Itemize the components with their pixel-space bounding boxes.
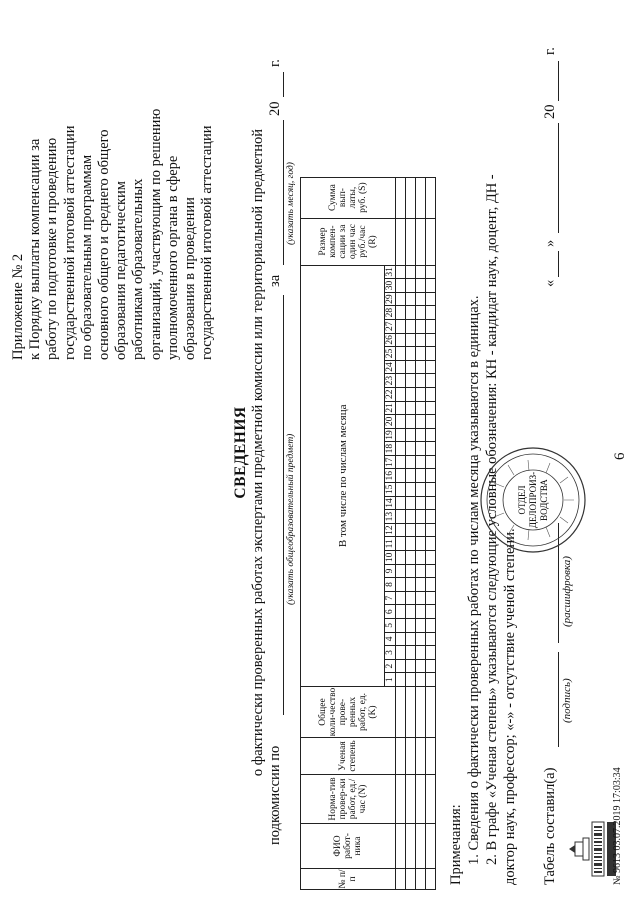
- header-by-days: В том числе по числам месяца: [301, 265, 385, 686]
- table-cell: [406, 306, 416, 320]
- table-cell: [406, 218, 416, 265]
- table-cell: [426, 374, 436, 388]
- day-header-1: 1: [385, 673, 396, 687]
- header-sum: Сумма вып-латы, руб. (S): [301, 177, 396, 218]
- period-hint: (указать месяц, год): [286, 162, 296, 245]
- date-close-quote: »: [542, 239, 558, 247]
- day-header-26: 26: [385, 333, 396, 347]
- table-cell: [396, 551, 406, 565]
- table-cell: [396, 177, 406, 218]
- table-cell: [396, 632, 406, 646]
- table-cell: [406, 292, 416, 306]
- table-cell: [396, 564, 406, 578]
- table-cell: [396, 265, 406, 279]
- day-header-29: 29: [385, 292, 396, 306]
- table-cell: [396, 659, 406, 673]
- note-item: 1. Сведения о фактически проверенных работах по числам месяца указываются в единицах.: [466, 295, 482, 865]
- table-cell: [426, 578, 436, 592]
- table-cell: [416, 687, 426, 738]
- table-cell: [416, 551, 426, 565]
- table-cell: [396, 360, 406, 374]
- table-cell: [396, 387, 406, 401]
- appendix-line: образования в проведении: [182, 197, 199, 360]
- day-header-2: 2: [385, 659, 396, 673]
- day-header-16: 16: [385, 469, 396, 483]
- table-row: [416, 177, 426, 889]
- table-cell: [416, 619, 426, 633]
- table-cell: [426, 347, 436, 361]
- decode-hint: (расшифровка): [561, 556, 573, 627]
- table-row: [406, 177, 416, 889]
- table-cell: [426, 510, 436, 524]
- day-header-19: 19: [385, 428, 396, 442]
- table-cell: [416, 673, 426, 687]
- table-cell: [426, 646, 436, 660]
- date-year-prefix: 20: [542, 104, 558, 119]
- table-cell: [416, 578, 426, 592]
- table-cell: [426, 632, 436, 646]
- table-cell: [416, 496, 426, 510]
- table-cell: [426, 415, 436, 429]
- table-cell: [406, 537, 416, 551]
- table-cell: [426, 687, 436, 738]
- day-header-3: 3: [385, 646, 396, 660]
- table-cell: [416, 455, 426, 469]
- table-cell: [396, 591, 406, 605]
- table-cell: [416, 605, 426, 619]
- table-cell: [426, 673, 436, 687]
- table-cell: [396, 578, 406, 592]
- table-cell: [416, 177, 426, 218]
- period-za: за: [267, 274, 283, 287]
- period-underline: [283, 120, 284, 265]
- day-header-15: 15: [385, 483, 396, 497]
- table-cell: [396, 824, 406, 869]
- official-stamp: [478, 445, 588, 555]
- table-cell: [416, 869, 426, 890]
- table-cell: [416, 360, 426, 374]
- day-header-12: 12: [385, 523, 396, 537]
- table-cell: [396, 619, 406, 633]
- table-cell: [416, 442, 426, 456]
- table-cell: [406, 333, 416, 347]
- day-header-23: 23: [385, 374, 396, 388]
- year-suffix: г.: [267, 59, 283, 67]
- table-cell: [396, 523, 406, 537]
- table-cell: [396, 306, 406, 320]
- table-cell: [426, 738, 436, 775]
- table-cell: [406, 360, 416, 374]
- table-cell: [406, 523, 416, 537]
- table-cell: [406, 673, 416, 687]
- table-cell: [396, 537, 406, 551]
- table-cell: [406, 591, 416, 605]
- table-cell: [416, 483, 426, 497]
- table-cell: [416, 632, 426, 646]
- day-header-13: 13: [385, 510, 396, 524]
- table-cell: [426, 455, 436, 469]
- day-header-27: 27: [385, 319, 396, 333]
- table-cell: [426, 775, 436, 824]
- table-cell: [416, 415, 426, 429]
- table-cell: [426, 442, 436, 456]
- table-cell: [396, 428, 406, 442]
- document-title: СВЕДЕНИЯ: [232, 406, 249, 499]
- table-cell: [396, 483, 406, 497]
- table-cell: [406, 469, 416, 483]
- appendix-line: государственной итоговой аттестации: [61, 125, 78, 360]
- table-cell: [396, 319, 406, 333]
- table-cell: [426, 591, 436, 605]
- table-cell: [406, 619, 416, 633]
- table-cell: [426, 401, 436, 415]
- date-month-underline: [558, 123, 559, 233]
- data-table: [300, 177, 436, 890]
- table-cell: [396, 775, 406, 824]
- header-total: Общее коли-чество прове-ренных работ, ед. (K): [301, 687, 396, 738]
- registration-footer: № 9613 03.07.2019 17:03:34: [612, 767, 623, 885]
- table-cell: [416, 279, 426, 293]
- day-header-5: 5: [385, 619, 396, 633]
- table-cell: [426, 177, 436, 218]
- day-header-7: 7: [385, 591, 396, 605]
- table-cell: [406, 687, 416, 738]
- table-cell: [396, 738, 406, 775]
- table-cell: [406, 387, 416, 401]
- document-subtitle: о фактически проверенных работах экспертами предметной комиссии или территориальной предметной: [250, 128, 266, 777]
- table-cell: [406, 374, 416, 388]
- date-open-quote: «: [542, 279, 558, 287]
- day-header-21: 21: [385, 401, 396, 415]
- day-header-6: 6: [385, 605, 396, 619]
- table-cell: [416, 738, 426, 775]
- table-cell: [406, 869, 416, 890]
- table-cell: [396, 673, 406, 687]
- appendix-line: организаций, участвующим по решению: [147, 108, 164, 360]
- table-cell: [406, 428, 416, 442]
- header-fio: ФИО работ-ника: [301, 824, 396, 869]
- day-header-4: 4: [385, 632, 396, 646]
- table-cell: [396, 374, 406, 388]
- table-cell: [396, 510, 406, 524]
- table-cell: [406, 510, 416, 524]
- day-header-11: 11: [385, 537, 396, 551]
- table-cell: [426, 292, 436, 306]
- notes-heading: Примечания:: [448, 804, 464, 885]
- table-cell: [416, 374, 426, 388]
- table-cell: [406, 632, 416, 646]
- appendix-line: государственной итоговой аттестации: [199, 125, 216, 360]
- appendix-line: работникам образовательных: [130, 178, 147, 360]
- day-header-25: 25: [385, 347, 396, 361]
- table-cell: [416, 265, 426, 279]
- day-header-10: 10: [385, 551, 396, 565]
- table-cell: [426, 824, 436, 869]
- table-cell: [396, 218, 406, 265]
- table-cell: [416, 387, 426, 401]
- table-cell: [406, 455, 416, 469]
- table-cell: [426, 218, 436, 265]
- appendix-line: к Порядку выплаты компенсации за: [27, 138, 44, 360]
- table-cell: [396, 455, 406, 469]
- date-year-suffix: г.: [542, 47, 558, 55]
- table-cell: [406, 496, 416, 510]
- table-cell: [396, 333, 406, 347]
- day-header-18: 18: [385, 442, 396, 456]
- day-header-17: 17: [385, 455, 396, 469]
- note-item: доктор наук, профессор; «-» - отсутствие ученой степени.: [502, 528, 518, 885]
- appendix-line: по образовательным программам: [78, 154, 95, 360]
- appendix-line: работу по подготовке и проведению: [44, 137, 61, 360]
- subject-line: [267, 746, 284, 845]
- table-cell: [426, 483, 436, 497]
- table-cell: [406, 265, 416, 279]
- table-cell: [406, 605, 416, 619]
- table-cell: [396, 687, 406, 738]
- appendix-line: уполномоченного органа в сфере: [164, 155, 181, 360]
- header-degree: Ученая степень: [301, 738, 396, 775]
- table-row: [426, 177, 436, 889]
- stamp-line: ОТДЕЛ: [517, 485, 527, 515]
- day-header-9: 9: [385, 564, 396, 578]
- table-cell: [406, 551, 416, 565]
- table-cell: [426, 551, 436, 565]
- table-cell: [426, 869, 436, 890]
- day-header-31: 31: [385, 265, 396, 279]
- stamp-line: ВОДСТВА: [539, 479, 549, 521]
- header-rate: Размер компен-сации за один час руб./час (R): [301, 218, 396, 265]
- signature-hint: (подпись): [561, 678, 573, 723]
- table-cell: [426, 319, 436, 333]
- table-cell: [406, 824, 416, 869]
- table-cell: [406, 646, 416, 660]
- day-header-14: 14: [385, 496, 396, 510]
- table-cell: [406, 319, 416, 333]
- table-cell: [426, 306, 436, 320]
- date-day-underline: [558, 251, 559, 277]
- table-row: [396, 177, 406, 889]
- table-cell: [396, 869, 406, 890]
- table-cell: [416, 319, 426, 333]
- table-cell: [396, 292, 406, 306]
- table-cell: [406, 483, 416, 497]
- table-cell: [416, 537, 426, 551]
- table-cell: [396, 347, 406, 361]
- table-cell: [396, 646, 406, 660]
- year-prefix: 20: [267, 101, 283, 116]
- table-cell: [426, 496, 436, 510]
- table-cell: [426, 619, 436, 633]
- table-cell: [426, 537, 436, 551]
- table-cell: [416, 591, 426, 605]
- table-cell: [416, 824, 426, 869]
- table-cell: [406, 347, 416, 361]
- day-header-8: 8: [385, 578, 396, 592]
- table-cell: [406, 401, 416, 415]
- table-cell: [426, 523, 436, 537]
- year-underline: [283, 72, 284, 97]
- table-cell: [416, 659, 426, 673]
- appendix-heading: Приложение № 2: [10, 253, 26, 360]
- table-cell: [416, 218, 426, 265]
- table-cell: [396, 401, 406, 415]
- table-cell: [416, 333, 426, 347]
- table-cell: [426, 428, 436, 442]
- table-cell: [396, 605, 406, 619]
- subject-underline: [283, 295, 284, 715]
- table-cell: [426, 387, 436, 401]
- table-cell: [416, 510, 426, 524]
- table-cell: [416, 347, 426, 361]
- date-year-underline: [558, 61, 559, 101]
- day-header-24: 24: [385, 360, 396, 374]
- table-cell: [416, 306, 426, 320]
- table-cell: [426, 333, 436, 347]
- table-cell: [406, 442, 416, 456]
- subject-hint: (указать общеобразовательный предмет): [286, 433, 296, 605]
- table-cell: [426, 564, 436, 578]
- stamp-line: ДЕЛОПРОИЗ-: [528, 471, 538, 529]
- table-cell: [396, 415, 406, 429]
- table-cell: [426, 659, 436, 673]
- appendix-line: образования педагогическим: [113, 181, 130, 360]
- day-header-28: 28: [385, 306, 396, 320]
- table-cell: [406, 738, 416, 775]
- signature-underline: [558, 652, 559, 747]
- day-header-30: 30: [385, 279, 396, 293]
- table-cell: [406, 659, 416, 673]
- table-cell: [406, 279, 416, 293]
- table-cell: [426, 360, 436, 374]
- table-cell: [396, 469, 406, 483]
- appendix-line: основного общего и среднего общего: [96, 129, 113, 360]
- table-cell: [426, 279, 436, 293]
- signature-label: Табель составил(а): [542, 767, 558, 885]
- table-cell: [396, 279, 406, 293]
- table-cell: [406, 177, 416, 218]
- table-cell: [416, 564, 426, 578]
- table-cell: [406, 578, 416, 592]
- subject-prefix: подкомиссии по: [267, 745, 283, 845]
- header-num: № п/п: [301, 869, 396, 890]
- table-cell: [406, 775, 416, 824]
- table-cell: [406, 415, 416, 429]
- note-item: 2. В графе «Ученая степень» указываются следующие условные обозначения: КН - кандидат наук, доцент, ДН -: [484, 174, 500, 865]
- table-cell: [416, 401, 426, 415]
- table-cell: [416, 428, 426, 442]
- table-cell: [416, 775, 426, 824]
- table-cell: [416, 292, 426, 306]
- day-header-20: 20: [385, 415, 396, 429]
- header-norm: Норма-тив провер-ки работ, ед./час (N): [301, 775, 396, 824]
- table-cell: [396, 442, 406, 456]
- day-header-22: 22: [385, 387, 396, 401]
- table-cell: [406, 564, 416, 578]
- table-cell: [416, 646, 426, 660]
- page-number: 6: [612, 452, 628, 460]
- table-cell: [426, 605, 436, 619]
- appendix-block: [10, 0, 216, 360]
- table-cell: [426, 265, 436, 279]
- table-cell: [416, 469, 426, 483]
- table-cell: [416, 523, 426, 537]
- table-cell: [396, 496, 406, 510]
- table-cell: [426, 469, 436, 483]
